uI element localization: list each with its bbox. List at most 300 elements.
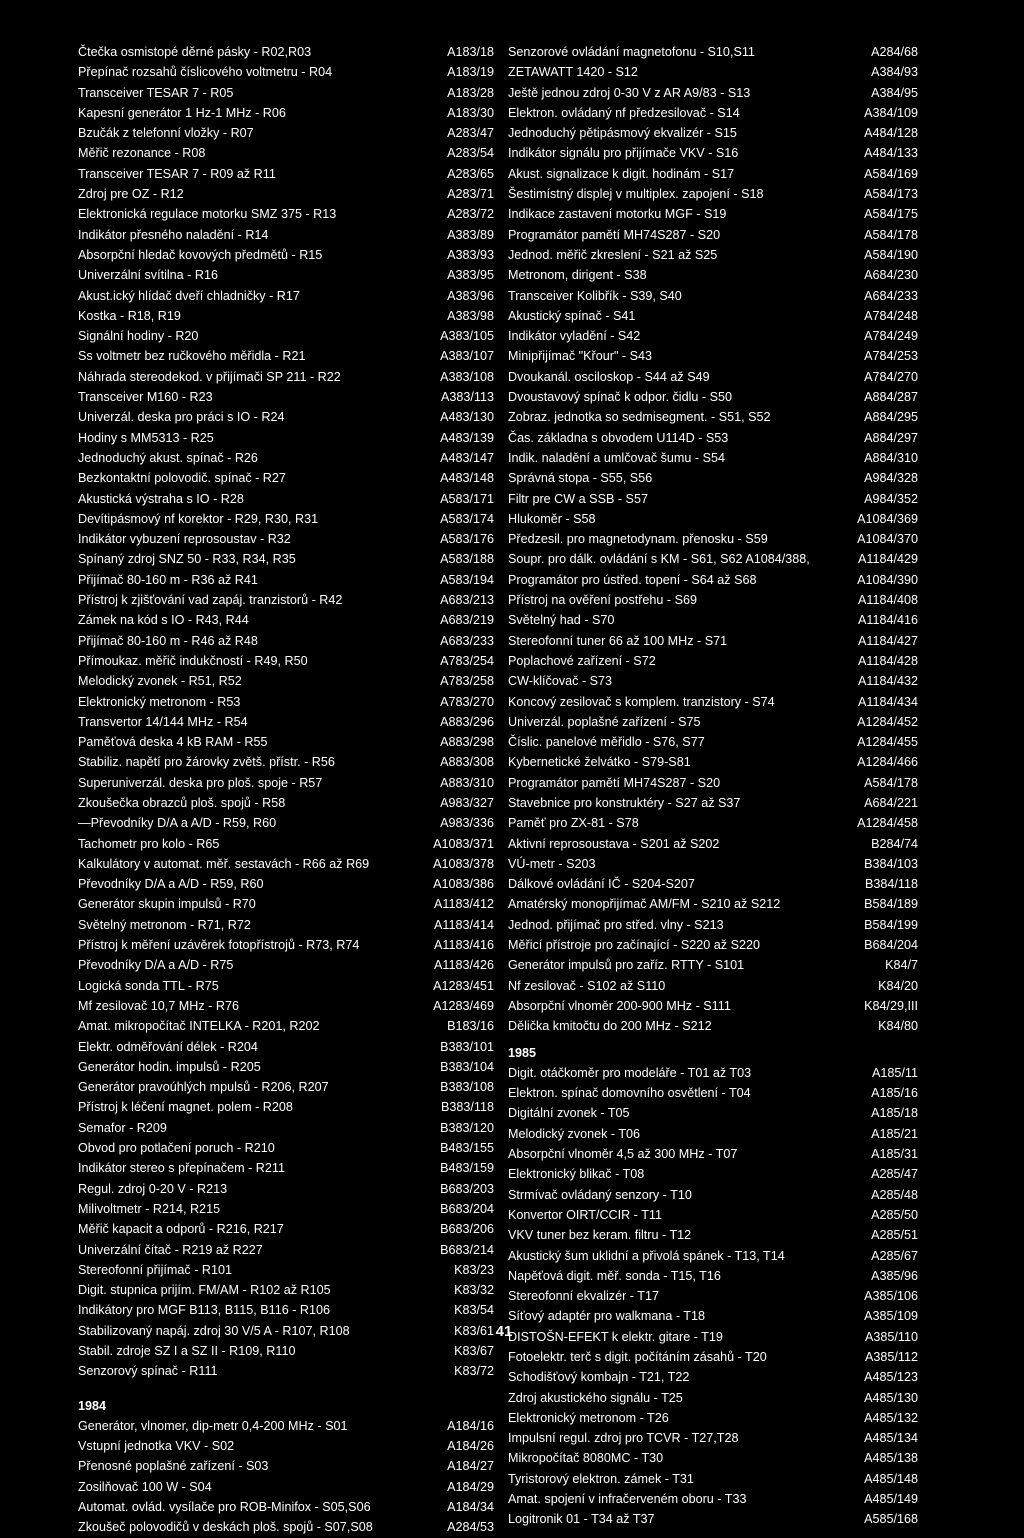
- index-entry: [508, 225, 918, 245]
- index-entry: [508, 1225, 918, 1245]
- entry-reference: A1083/371: [433, 836, 494, 851]
- entry-title: Zámek na kód s IO - R43, R44: [78, 613, 249, 628]
- entry-reference: A383/113: [441, 390, 494, 405]
- entry-title: Programátor pamětí MH74S287 - S20: [508, 775, 721, 790]
- entry-title: Hlukoměr - S58: [508, 511, 596, 526]
- entry-reference: A384/95: [871, 85, 918, 100]
- index-entry: [508, 1388, 918, 1408]
- entry-reference: A483/147: [440, 450, 494, 465]
- left-entries-1984: [78, 1416, 494, 1538]
- index-entry: [78, 976, 494, 996]
- entry-reference: A684/230: [864, 268, 918, 283]
- entry-reference: A383/108: [440, 369, 494, 384]
- index-entry: [78, 590, 494, 610]
- entry-title: Digit. otáčkoměr pro modeláře - T01 až T03: [508, 1065, 752, 1080]
- index-entry: [78, 773, 494, 793]
- index-entry: [78, 915, 494, 935]
- index-entry: [78, 184, 494, 204]
- entry-reference: A184/29: [447, 1479, 494, 1494]
- index-entry: [508, 367, 918, 387]
- index-entry: [508, 468, 918, 488]
- entry-reference: A1084/370: [857, 532, 918, 547]
- entry-reference: A283/65: [447, 166, 494, 181]
- entry-reference: A383/93: [447, 247, 494, 262]
- entry-reference: A584/178: [864, 227, 918, 242]
- index-entry: [78, 1321, 494, 1341]
- index-entry: [78, 143, 494, 163]
- entry-title: Superuniverzál. deska pro ploš. spoje - R57: [78, 775, 323, 790]
- index-entry: [78, 1341, 494, 1361]
- entry-reference: K83/54: [454, 1303, 494, 1318]
- index-entry: [508, 874, 918, 894]
- entry-title: Správná stopa - S55, S56: [508, 471, 653, 486]
- entry-title: Napěťová digit. měř. sonda - T15, T16: [508, 1268, 721, 1283]
- index-entry: [508, 1164, 918, 1184]
- entry-title: Mikropočítač 8080MC - T30: [508, 1451, 664, 1466]
- index-entry: [508, 346, 918, 366]
- entry-title: Zkoušečka obrazců ploš. spojů - R58: [78, 795, 286, 810]
- entry-reference: A485/134: [864, 1431, 918, 1446]
- entry-reference: A383/98: [447, 308, 494, 323]
- index-entry: [508, 529, 918, 549]
- index-entry: [508, 1408, 918, 1428]
- entry-reference: A784/249: [864, 329, 918, 344]
- index-entry: [78, 1179, 494, 1199]
- entry-reference: K83/23: [454, 1262, 494, 1277]
- entry-reference: A984/352: [864, 491, 918, 506]
- entry-reference: A784/270: [864, 369, 918, 384]
- entry-title: ZETAWATT 1420 - S12: [508, 65, 638, 80]
- entry-reference: A1284/452: [857, 714, 918, 729]
- entry-reference: A283/54: [447, 146, 494, 161]
- index-entry: [78, 1416, 494, 1436]
- entry-reference: A285/51: [871, 1228, 918, 1243]
- index-entry: [78, 83, 494, 103]
- index-entry: [508, 164, 918, 184]
- entry-title: Hodiny s MM5313 - R25: [78, 430, 214, 445]
- year-heading-1985: 1985: [508, 1045, 537, 1060]
- entry-title: Čtečka osmistopé děrné pásky - R02,R03: [78, 45, 312, 59]
- entry-reference: A185/16: [871, 1086, 918, 1101]
- entry-title: Regul. zdroj 0-20 V - R213: [78, 1181, 228, 1196]
- entry-reference: A284/68: [871, 45, 918, 59]
- index-entry: [78, 286, 494, 306]
- index-entry: [78, 671, 494, 691]
- entry-title: Metronom, dirigent - S38: [508, 268, 647, 283]
- entry-title: Předzesil. pro magnetodynam. přenosku - S59: [508, 532, 768, 547]
- index-entry: [508, 1428, 918, 1448]
- index-entry: [78, 793, 494, 813]
- entry-title: DISTOŠN-EFEKT k elektr. gitare - T19: [508, 1329, 723, 1344]
- entry-title: Absorpční hledač kovových předmětů - R15: [78, 247, 323, 262]
- index-entry: [508, 1016, 918, 1036]
- index-entry: [78, 549, 494, 569]
- index-entry: [508, 1306, 918, 1326]
- index-entry: [78, 955, 494, 975]
- index-entry: [508, 692, 918, 712]
- entry-reference: A185/21: [871, 1126, 918, 1141]
- index-entry: [508, 103, 918, 123]
- entry-title: Paměťová deska 4 kB RAM - R55: [78, 735, 268, 750]
- index-entry: [508, 813, 918, 833]
- entry-title: Tachometr pro kolo - R65: [78, 836, 220, 851]
- entry-reference: K84/29,III: [864, 998, 918, 1013]
- index-entry: [78, 306, 494, 326]
- index-entry: [508, 428, 918, 448]
- index-entry: [508, 1469, 918, 1489]
- entry-reference: A1084/390: [857, 572, 918, 587]
- entry-title: Indikátory pro MGF B113, B115, B116 - R106: [78, 1303, 331, 1318]
- entry-reference: A385/109: [864, 1309, 918, 1324]
- entry-title: Transceiver TESAR 7 - R09 až R11: [78, 166, 276, 181]
- index-entry: [78, 692, 494, 712]
- entry-reference: B384/103: [864, 856, 918, 871]
- index-entry: [78, 1219, 494, 1239]
- entry-reference: K84/7: [885, 958, 918, 973]
- entry-title: Světelný metronom - R71, R72: [78, 917, 251, 932]
- entry-title: CW-klíčovač - S73: [508, 674, 613, 689]
- index-entry: [508, 306, 918, 326]
- index-entry: [78, 245, 494, 265]
- entry-reference: A383/105: [440, 329, 494, 344]
- right-column: [508, 42, 918, 1530]
- entry-title: VKV tuner bez keram. filtru - T12: [508, 1228, 692, 1243]
- entry-title: Semafor - R209: [78, 1120, 167, 1135]
- entry-title: Přijímač 80-160 m - R36 až R41: [78, 572, 258, 587]
- entry-reference: A385/112: [865, 1350, 918, 1364]
- entry-reference: A883/298: [440, 735, 494, 750]
- entry-reference: B183/16: [447, 1019, 494, 1034]
- entry-title: Kapesní generátor 1 Hz-1 MHz - R06: [78, 105, 286, 120]
- entry-title: Digitální zvonek - T05: [508, 1106, 630, 1121]
- index-entry: [78, 1280, 494, 1300]
- entry-reference: A683/219: [440, 613, 494, 628]
- index-entry: [508, 651, 918, 671]
- entry-title: Strmívač ovládaný senzory - T10: [508, 1187, 692, 1202]
- entry-reference: A185/18: [871, 1106, 918, 1121]
- entry-title: Elektronický metronom - R53: [78, 694, 241, 709]
- entry-reference: A784/248: [864, 308, 918, 323]
- entry-title: Tyristorový elektron. zámek - T31: [508, 1471, 694, 1486]
- index-entry: [508, 286, 918, 306]
- entry-title: Devítipásmový nf korektor - R29, R30, R31: [78, 511, 319, 526]
- entry-title: Filtr pre CW a SSB - S57: [508, 491, 648, 506]
- entry-title: Spínaný zdroj SNZ 50 - R33, R34, R35: [78, 552, 296, 567]
- entry-reference: A384/93: [871, 65, 918, 80]
- entry-title: Generátor pravoúhlých mpulsů - R206, R207: [78, 1080, 329, 1095]
- entry-title: Stabil. zdroje SZ I a SZ II - R109, R110: [78, 1344, 296, 1358]
- entry-title: Generátor skupin impulsů - R70: [78, 897, 256, 912]
- index-entry: [78, 874, 494, 894]
- index-entry: [78, 752, 494, 772]
- entry-title: Dělička kmitočtu do 200 MHz - S212: [508, 1019, 712, 1034]
- entry-title: Akust. signalizace k digit. hodinám - S17: [508, 166, 735, 181]
- entry-reference: A884/287: [864, 390, 918, 405]
- entry-reference: A1184/428: [858, 653, 918, 668]
- entry-reference: A884/310: [864, 450, 918, 465]
- entry-reference: A684/233: [864, 288, 918, 303]
- index-entry: [78, 610, 494, 630]
- entry-reference: A583/171: [440, 491, 494, 506]
- index-entry: [508, 1185, 918, 1205]
- entry-title: Signální hodiny - R20: [78, 329, 199, 344]
- entry-title: Milivoltmetr - R214, R215: [78, 1201, 221, 1216]
- entry-reference: A184/27: [447, 1459, 494, 1474]
- entry-title: Kalkulátory v automat. měř. sestavách - R66 až R69: [78, 856, 370, 871]
- index-entry: [508, 955, 918, 975]
- entry-reference: A383/96: [447, 288, 494, 303]
- entry-reference: A1184/416: [858, 613, 918, 628]
- entry-reference: A485/149: [864, 1492, 918, 1507]
- index-entry: [78, 894, 494, 914]
- entry-title: Melodický zvonek - T06: [508, 1126, 641, 1141]
- entry-title: Fotoelektr. terč s digit. počítáním zásahů - T20: [508, 1350, 767, 1364]
- entry-reference: A185/11: [872, 1065, 918, 1080]
- entry-reference: B683/206: [440, 1222, 494, 1237]
- entry-reference: A484/133: [864, 146, 918, 161]
- index-entry: [508, 671, 918, 691]
- index-entry: [78, 1158, 494, 1178]
- entry-reference: A1284/466: [857, 755, 918, 770]
- entry-title: Stabiliz. napětí pro žárovky zvětš. přístr. - R56: [78, 755, 335, 770]
- entry-reference: K83/67: [454, 1344, 494, 1358]
- entry-title: Amatérský monopřijímač AM/FM - S210 až S212: [508, 897, 781, 912]
- entry-reference: B384/118: [865, 877, 918, 892]
- entry-reference: A684/221: [864, 795, 918, 810]
- entry-reference: A783/258: [440, 674, 494, 689]
- entry-reference: A584/169: [864, 166, 918, 181]
- index-entry: [508, 732, 918, 752]
- index-entry: [508, 1205, 918, 1225]
- entry-title: Přenosné poplašné zařízení - S03: [78, 1459, 269, 1474]
- entry-reference: A383/95: [447, 268, 494, 283]
- entry-title: Zdroj akustického signálu - T25: [508, 1390, 683, 1405]
- index-entry: [508, 1509, 918, 1529]
- entry-title: Přepínač rozsahů číslicového voltmetru - R04: [78, 65, 333, 80]
- entry-title: Logitronik 01 - T34 až T37: [508, 1512, 655, 1527]
- entry-reference: A283/72: [447, 207, 494, 222]
- entry-reference: A683/213: [440, 593, 494, 608]
- entry-title: Přístroj k zjišťování vad zapáj. tranzistorů - R42: [78, 593, 343, 608]
- entry-title: Akustický spínač - S41: [508, 308, 636, 323]
- index-entry: [78, 1260, 494, 1280]
- entry-reference: K83/32: [454, 1283, 494, 1298]
- index-entry: [78, 529, 494, 549]
- entry-reference: A585/168: [864, 1512, 918, 1527]
- right-entries: [508, 42, 918, 1037]
- entry-title: Bzučák z telefonní vložky - R07: [78, 126, 254, 141]
- index-entry: [508, 752, 918, 772]
- entry-reference: A1184/408: [858, 593, 918, 608]
- entry-title: Ss voltmetr bez ručkového měřidla - R21: [78, 349, 306, 364]
- index-entry: [508, 894, 918, 914]
- right-entries-1985: [508, 1063, 918, 1530]
- entry-title: Melodický zvonek - R51, R52: [78, 674, 242, 689]
- index-entry: [78, 1456, 494, 1476]
- index-entry: [508, 610, 918, 630]
- entry-reference: A484/128: [864, 126, 918, 141]
- entry-title: Čas. základna s obvodem U114D - S53: [508, 430, 729, 445]
- index-entry: [78, 631, 494, 651]
- index-entry: [508, 509, 918, 529]
- entry-title: —Převodníky D/A a A/D - R59, R60: [78, 816, 277, 831]
- entry-title: Dvoustavový spínač k odpor. čidlu - S50: [508, 390, 733, 405]
- entry-title: Světelný had - S70: [508, 613, 615, 628]
- index-entry: [78, 1037, 494, 1057]
- entry-reference: A385/96: [871, 1268, 918, 1283]
- entry-title: Indikace zastavení motorku MGF - S19: [508, 207, 727, 222]
- index-entry: [78, 732, 494, 752]
- entry-reference: A1184/434: [858, 694, 918, 709]
- entry-reference: A983/336: [440, 816, 494, 831]
- index-entry: [508, 1347, 918, 1367]
- entry-reference: A1084/369: [857, 511, 918, 526]
- entry-reference: A485/132: [864, 1410, 918, 1425]
- index-entry: [508, 1144, 918, 1164]
- index-entry: [78, 164, 494, 184]
- entry-title: Jednoduchý pětipásmový ekvalizér - S15: [508, 126, 737, 141]
- entry-title: Akustický šum uklidní a přivolá spánek - T13, T14: [508, 1248, 785, 1263]
- entry-reference: A184/34: [447, 1500, 494, 1515]
- index-entry: [78, 1077, 494, 1097]
- index-entry: [78, 62, 494, 82]
- entry-reference: A1183/426: [434, 958, 494, 973]
- entry-reference: A284/53: [447, 1520, 494, 1535]
- index-entry: [508, 265, 918, 285]
- entry-reference: A383/89: [447, 227, 494, 242]
- entry-reference: B383/104: [440, 1059, 494, 1074]
- index-entry: [508, 631, 918, 651]
- entry-reference: K83/72: [454, 1364, 494, 1379]
- entry-title: Elektron. spínač domovního osvětlení - T04: [508, 1086, 751, 1101]
- entry-title: Elektr. odměřování délek - R204: [78, 1039, 258, 1054]
- entry-reference: B383/118: [441, 1100, 494, 1115]
- index-entry: [508, 1448, 918, 1468]
- entry-title: Zobraz. jednotka so sedmisegment. - S51, S52: [508, 410, 771, 425]
- entry-reference: B483/159: [440, 1161, 494, 1176]
- entry-reference: A1284/458: [857, 816, 918, 831]
- index-entry: [508, 854, 918, 874]
- entry-title: Přijímač 80-160 m - R46 až R48: [78, 633, 258, 648]
- index-entry: [78, 834, 494, 854]
- index-entry: [78, 367, 494, 387]
- entry-reference: B483/155: [440, 1141, 494, 1156]
- entry-reference: A884/295: [864, 410, 918, 425]
- entry-title: Poplachové zařízení - S72: [508, 653, 656, 668]
- index-entry: [78, 1240, 494, 1260]
- entry-reference: A1183/416: [434, 938, 494, 953]
- index-entry: [508, 1246, 918, 1266]
- index-entry: [508, 387, 918, 407]
- entry-title: Měřič kapacit a odporů - R216, R217: [78, 1222, 284, 1237]
- entry-title: Přístroj na ověření postřehu - S69: [508, 593, 698, 608]
- entry-reference: A583/194: [440, 572, 494, 587]
- entry-title: Minipřijímač "Křour" - S43: [508, 349, 653, 364]
- index-entry: [78, 42, 494, 62]
- entry-reference: A1183/414: [434, 917, 494, 932]
- index-entry: [508, 793, 918, 813]
- entry-title: Amat. mikropočítač INTELKA - R201, R202: [78, 1019, 320, 1034]
- entry-title: Generátor impulsů pro zaříz. RTTY - S101: [508, 958, 745, 973]
- index-entry: [508, 489, 918, 509]
- entry-reference: A285/67: [871, 1248, 918, 1263]
- index-entry: [78, 428, 494, 448]
- entry-reference: A285/50: [871, 1207, 918, 1222]
- entry-title: Stereofonní ekvalizér - T17: [508, 1289, 659, 1304]
- page-number: 41: [495, 1323, 513, 1340]
- entry-reference: A485/138: [864, 1451, 918, 1466]
- entry-title: Nf zesilovač - S102 až S110: [508, 978, 666, 993]
- index-entry: [78, 225, 494, 245]
- index-entry: [78, 712, 494, 732]
- index-entry: [508, 326, 918, 346]
- index-entry: [78, 407, 494, 427]
- index-entry: [508, 42, 918, 62]
- entry-title: Senzorové ovládání magnetofonu - S10,S11: [508, 45, 755, 59]
- entry-title: Absorpční vlnoměr 200-900 MHz - S111: [508, 998, 731, 1013]
- index-entry: [78, 387, 494, 407]
- entry-title: Elektronická regulace motorku SMZ 375 - R13: [78, 207, 337, 222]
- entry-reference: A584/190: [864, 247, 918, 262]
- entry-title: VÚ-metr - S203: [508, 856, 596, 871]
- index-entry: [78, 813, 494, 833]
- index-entry: [78, 1517, 494, 1537]
- index-entry: [508, 570, 918, 590]
- entry-reference: A584/178: [864, 775, 918, 790]
- index-entry: [508, 1286, 918, 1306]
- index-entry: [508, 1266, 918, 1286]
- entry-title: Stabilizovaný napáj. zdroj 30 V/5 A - R107, R108: [78, 1323, 350, 1338]
- entry-title: Měřič rezonance - R08: [78, 146, 206, 161]
- entry-reference: A184/26: [447, 1439, 494, 1454]
- index-entry: [508, 1327, 918, 1347]
- entry-title: Indik. naladění a umlčovač šumu - S54: [508, 450, 726, 465]
- entry-title: Indikátor stereo s přepínačem - R211: [78, 1161, 285, 1176]
- entry-title: Kybernetické želvátko - S79-S81: [508, 755, 691, 770]
- entry-title: Absorpční vlnoměr 4,5 až 300 MHz - T07: [508, 1147, 738, 1162]
- entry-reference: A483/139: [440, 430, 494, 445]
- entry-reference: A983/327: [440, 795, 494, 810]
- index-entry: [78, 1016, 494, 1036]
- index-entry: [78, 326, 494, 346]
- entry-reference: B684/204: [864, 938, 918, 953]
- entry-title: Univerzál. deska pro práci s IO - R24: [78, 410, 285, 425]
- index-entry: [78, 651, 494, 671]
- entry-title: Elektronický blikač - T08: [508, 1167, 645, 1182]
- entry-title: Generátor hodin. impulsů - R205: [78, 1059, 261, 1074]
- entry-title: Elektron. ovládaný nf předzesilovač - S14: [508, 105, 740, 120]
- entry-reference: A883/310: [440, 775, 494, 790]
- entry-reference: A1284/455: [857, 735, 918, 750]
- index-entry: [508, 996, 918, 1016]
- index-entry: [508, 448, 918, 468]
- left-column: [78, 42, 494, 1538]
- entry-title: Náhrada stereodekod. v přijímači SP 211 - R22: [78, 369, 341, 384]
- entry-reference: A485/130: [864, 1390, 918, 1405]
- index-entry: [78, 1300, 494, 1320]
- entry-reference: A184/16: [447, 1418, 494, 1433]
- entry-title: Dvoukanál. osciloskop - S44 až S49: [508, 369, 710, 384]
- entry-reference: B383/101: [440, 1039, 494, 1054]
- index-entry: [508, 712, 918, 732]
- index-entry: [508, 143, 918, 163]
- entry-reference: A385/106: [864, 1289, 918, 1304]
- entry-title: Koncový zesilovač s komplem. tranzistory - S74: [508, 694, 775, 709]
- entry-title: Indikátor vyladění - S42: [508, 329, 641, 344]
- entry-title: Vstupní jednotka VKV - S02: [78, 1439, 235, 1454]
- entry-title: Převodníky D/A a A/D - R75: [78, 958, 234, 973]
- entry-title: Převodníky D/A a A/D - R59, R60: [78, 877, 264, 892]
